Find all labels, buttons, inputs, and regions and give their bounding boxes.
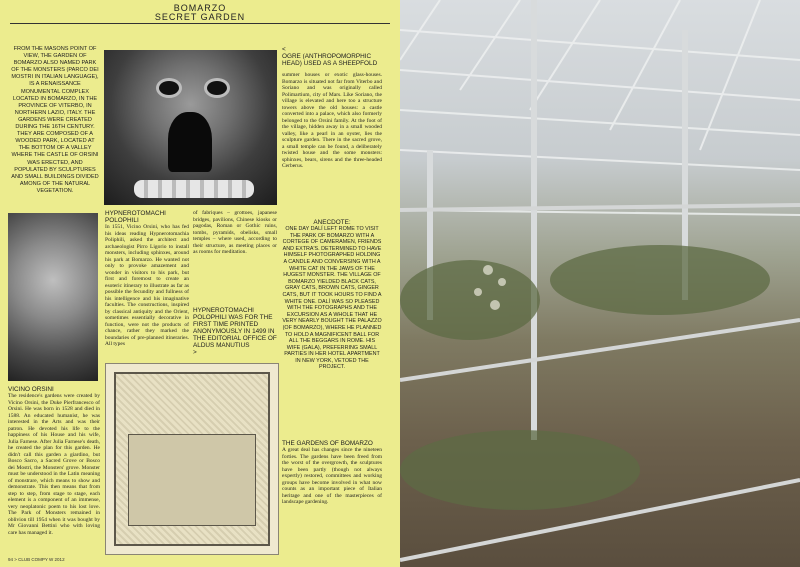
right-column-body: summer houses or exotic glass-houses. Bomarzo is situated not far from Viterbo and Soriano and was originally called Polimartium, city of Mars. Like Soriano, the village is elevated and here too a structure towers above the old houses: a castle converted into a palace, which also formerly belonged to the Orsini family. At the foot of the village, hidden away in a small wooded valley, like a pearl in an oyster, lies the sculpture garden. There in the sacred grove, a small temple can be found, a deliberately twisted house and the some monsters: sphinxes, bears, sirens and the three-headed Cerberus.: [282, 72, 382, 169]
polophili-text: In 1551, Vicino Orsini, who has fed his ideas reading Hypnerotomachia Poliphili, asked the architect and archaeologist Pirro Ligorio to install monsters, including sphinxes, around his park at Bomarzo. He wanted not only to provoke amazement and wonder in visitors to his park, but first and foremost to create an esoteric itinerary to illustrate as far as possible the fecundity and fullness of his intelligence and his imaginative faculties. The constructions, inspired by classical antiquity and the Orient, sometimes essentially decorative in function, were not the products of chance, rather they marked the boundaries of pre-planned itineraries. All types: [105, 224, 189, 347]
statue-photo: [8, 213, 98, 381]
woodcut-scene: [128, 434, 256, 526]
ogre-caption-mark: <: [282, 46, 286, 53]
polophili-note-mark: >: [193, 349, 197, 356]
ogre-right-eye: [204, 78, 230, 98]
ogre-caption: [282, 46, 378, 67]
orsini-section: [8, 386, 100, 536]
right-column-text: [282, 72, 382, 170]
orsini-heading: VICINO ORSINI: [8, 386, 54, 393]
anecdote-heading: ANECDOTE:: [313, 219, 351, 226]
anecdote-box: [282, 219, 382, 371]
fabriques-section: [193, 210, 277, 256]
ogre-mouth: [168, 112, 212, 172]
polophili-note: [193, 307, 277, 356]
gardens-section: [282, 440, 382, 506]
fabriques-text: of fabriques – grottoes, japanese bridges, pavilions, Chinese kiosks or pagodas, Roman or Gothic ruins, tombs, pyramids, obelisks, small temples – where used, according to their structure, as meeting places or as rooms for meditation.: [193, 210, 277, 255]
ogre-caption-text: OGRE (ANTHROPOMORPHIC HEAD) USED AS A SHEEPFOLD: [282, 53, 378, 67]
gardens-heading: THE GARDENS OF BOMARZO: [282, 440, 373, 447]
polophili-heading: HYPNEROTOMACHI POLOPHILI: [105, 210, 166, 224]
sheep-flock: [134, 180, 254, 198]
page-title: BOMARZO: [173, 3, 227, 13]
page-subtitle: SECRET GARDEN: [154, 12, 246, 22]
polophili-section: [105, 210, 189, 348]
gardens-text: A great deal has changes since the nineteen forties. The gardens have been freed from the worst of the overgrowth, the sculptures have been partly (though not always expertly) restored, committees and working groups have become involved in what now counts as an important piece of Italian heritage and one of the masterpieces of landscape gardening.: [282, 447, 382, 505]
greenhouse-photo: [400, 0, 800, 567]
title-rule: [10, 23, 390, 24]
polophili-note-text: HYPNEROTOMACHI POLOPHILI WAS FOR THE FIRST TIME PRINTED ANONYMOUSLY IN 1499 IN THE EDITORIAL OFFICE OF ALDUS MANUTIUS: [193, 307, 277, 349]
orsini-text: The residence's gardens were created by Vicino Orsini, the Duke Pierfrancesco of Orsini. He was born in 1528 and died in 1588. An educated humanist, he was interested in the Arts and was their patron. He devoted his life to the happiness of his House and his wife, Julia Farnese. After Julia Farnese's death, he created the plan for this garden. He didn't call this garden a giardino, but Bosco Sacro, a Sacred Grove or Bosco dei Mostri, the Monsters' grove. Monster must be understood in the Latin meaning of monstrare, which means to show and demonstrate. This then means that from step to step, from stage to stage, each element is a component of an immense, very neoplatonic poem to his lost love. The Park of Monsters remained in oblivion till 1954 when it was bought by Mr Giovanni Bettini who with loving care has managed it.: [8, 393, 100, 536]
greenhouse-structure: [400, 0, 800, 567]
page-footer: 94 > CLUB COMPY W 2012: [8, 557, 65, 562]
ogre-left-eye: [156, 78, 182, 98]
anecdote-text: ONE DAY DALÍ LEFT ROME TO VISIT THE PARK OF BOMARZO WITH A CORTEGE OF CAMERAMEN, FRIENDS AND EXTRA'S. DETERMINED TO HAVE HIMSELF PHOTOGRAPHED HOLDING A CANDLE AND CONVERSING WITH A WHITE CAT IN THE JAWS OF THE HUGEST MONSTER. THE VILLAGE OF BOMARZO YIELDED BLACK CATS, GRAY CATS, BROWN CATS, GINGER CATS, BUT IT TOOK HOURS TO FIND A WHITE ONE. DALÍ WAS SO PLEASED WITH THE FOTOGRAPHS AND THE EXCURSION AS A WHOLE THAT HE VERY NEARLY BOUGHT THE PALAZZO (OF BOMARZO), WHERE HE PLANNED TO HOLD A MAGNIFICENT BALL FOR ALL THE BEGGARS IN ROME. HIS WIFE (GALA), PREFERRING SMALL PARTIES IN HER HOTEL APARTMENT IN NEW YORK, VETOED THE PROJECT.: [282, 226, 382, 371]
ogre-photo: [104, 50, 277, 205]
woodcut-illustration: [105, 363, 279, 555]
intro-text: FROM THE MASONS POINT OF VIEW, THE GARDEN OF BOMARZO ALSO NAMED PARK OF THE MONSTERS (PARCO DEI MOSTRI IN ITALIAN LANGUAGE), IS A RENAISSANCE MONUMENTAL COMPLEX LOCATED IN BOMARZO, IN THE PROVINCE OF VITERBO, IN NORTHERN LAZIO, ITALY. THE GARDENS WERE CREATED DURING THE 16TH CENTURY. THEY ARE COMPOSED OF A WOODED PARK, LOCATED AT THE BOTTOM OF A VALLEY WHERE THE CASTLE OF ORSINI WAS ERECTED, AND POPULATED BY SCULPTURES AND SMALL BUILDINGS DIVIDED AMONG OF THE NATURAL VEGETATION.: [11, 46, 99, 194]
